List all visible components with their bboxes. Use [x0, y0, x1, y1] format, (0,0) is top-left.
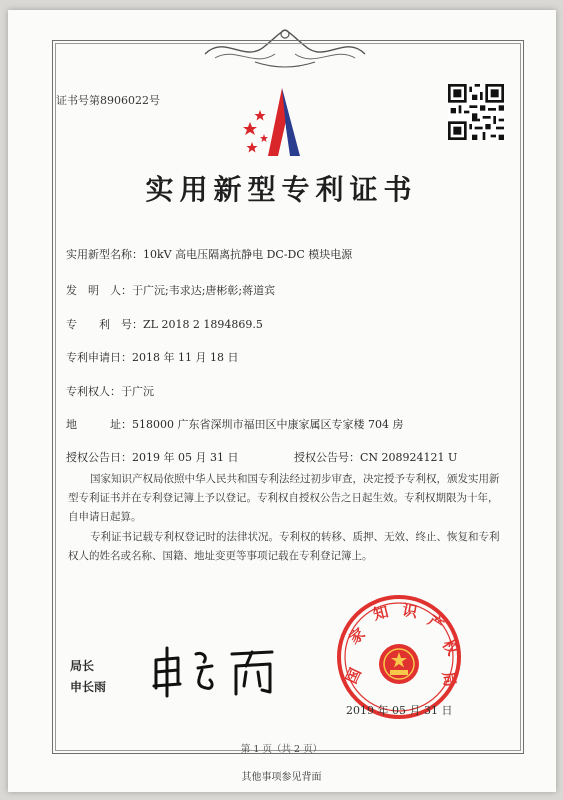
model-name-label: 实用新型名称： [66, 248, 143, 261]
director-signature [148, 640, 288, 700]
director-name: 申长雨 [70, 680, 107, 694]
svg-text:局: 局 [438, 670, 460, 689]
address-value: 518000 广东省深圳市福田区中康家属区专家楼 704 房 [132, 418, 404, 431]
model-name-row [66, 246, 352, 262]
page-number: 第 1 页（共 2 页） [240, 744, 323, 755]
cnipa-logo [238, 82, 318, 158]
seal-date: 2019 年 05 月 31 日 [346, 704, 453, 717]
inventor-value: 于广沅;韦求达;唐彬彰;蒋道宾 [132, 284, 276, 297]
svg-text:产: 产 [424, 611, 448, 635]
qr-code [448, 84, 504, 140]
svg-text:识: 识 [400, 600, 419, 622]
grant-no-value: CN 208924121 U [360, 451, 458, 464]
certificate-title: 实用新型专利证书 [145, 173, 418, 206]
national-emblem-icon [379, 644, 419, 684]
patentee-row [66, 383, 154, 399]
filing-date-label: 专利申请日： [66, 351, 132, 364]
grant-date-label: 授权公告日： [66, 451, 132, 464]
svg-text:家: 家 [345, 624, 369, 648]
address-label: 地 址： [66, 418, 132, 431]
grant-no-label: 授权公告号： [294, 451, 360, 464]
grant-date-row [66, 449, 238, 465]
svg-text:知: 知 [371, 602, 391, 624]
inventor-label: 发 明 人： [66, 284, 132, 297]
patent-no-value: ZL 2018 2 1894869.5 [143, 318, 263, 331]
director-block [70, 656, 106, 698]
model-name-value: 10kV 高电压隔离抗静电 DC-DC 模块电源 [143, 248, 353, 261]
svg-text:权: 权 [438, 636, 462, 659]
footer-note: 其他事项参见背面 [241, 772, 322, 783]
patent-no-row [66, 316, 263, 332]
filing-date-row [66, 349, 238, 365]
certificate-number: 证书号第8906022号 [56, 94, 160, 107]
certificate-paragraph-2: 专利证书记载专利权登记时的法律状况。专利权的转移、质押、无效、终止、恢复和专利权人的姓名或名称、国籍、地址变更等事项记载在专利登记簿上。 [68, 531, 500, 562]
director-title: 局长 [70, 659, 95, 673]
certificate-paragraph-1: 国家知识产权局依照中华人民共和国专利法经过初步审查，决定授予专利权，颁发实用新型专利证书并在专利登记簿上予以登记。专利权自授权公告之日起生效。专利权期限为十年，自申请日起算。 [68, 473, 500, 523]
patentee-label: 专利权人： [66, 385, 121, 398]
address-row [66, 416, 403, 432]
grant-date-value: 2019 年 05 月 31 日 [132, 451, 239, 464]
patent-no-label: 专 利 号： [66, 318, 143, 331]
grant-no-row [294, 449, 457, 465]
svg-text:国: 国 [342, 665, 365, 687]
inventor-row [66, 282, 275, 298]
filing-date-value: 2018 年 11 月 18 日 [132, 351, 239, 364]
patentee-value: 于广沅 [121, 385, 154, 398]
